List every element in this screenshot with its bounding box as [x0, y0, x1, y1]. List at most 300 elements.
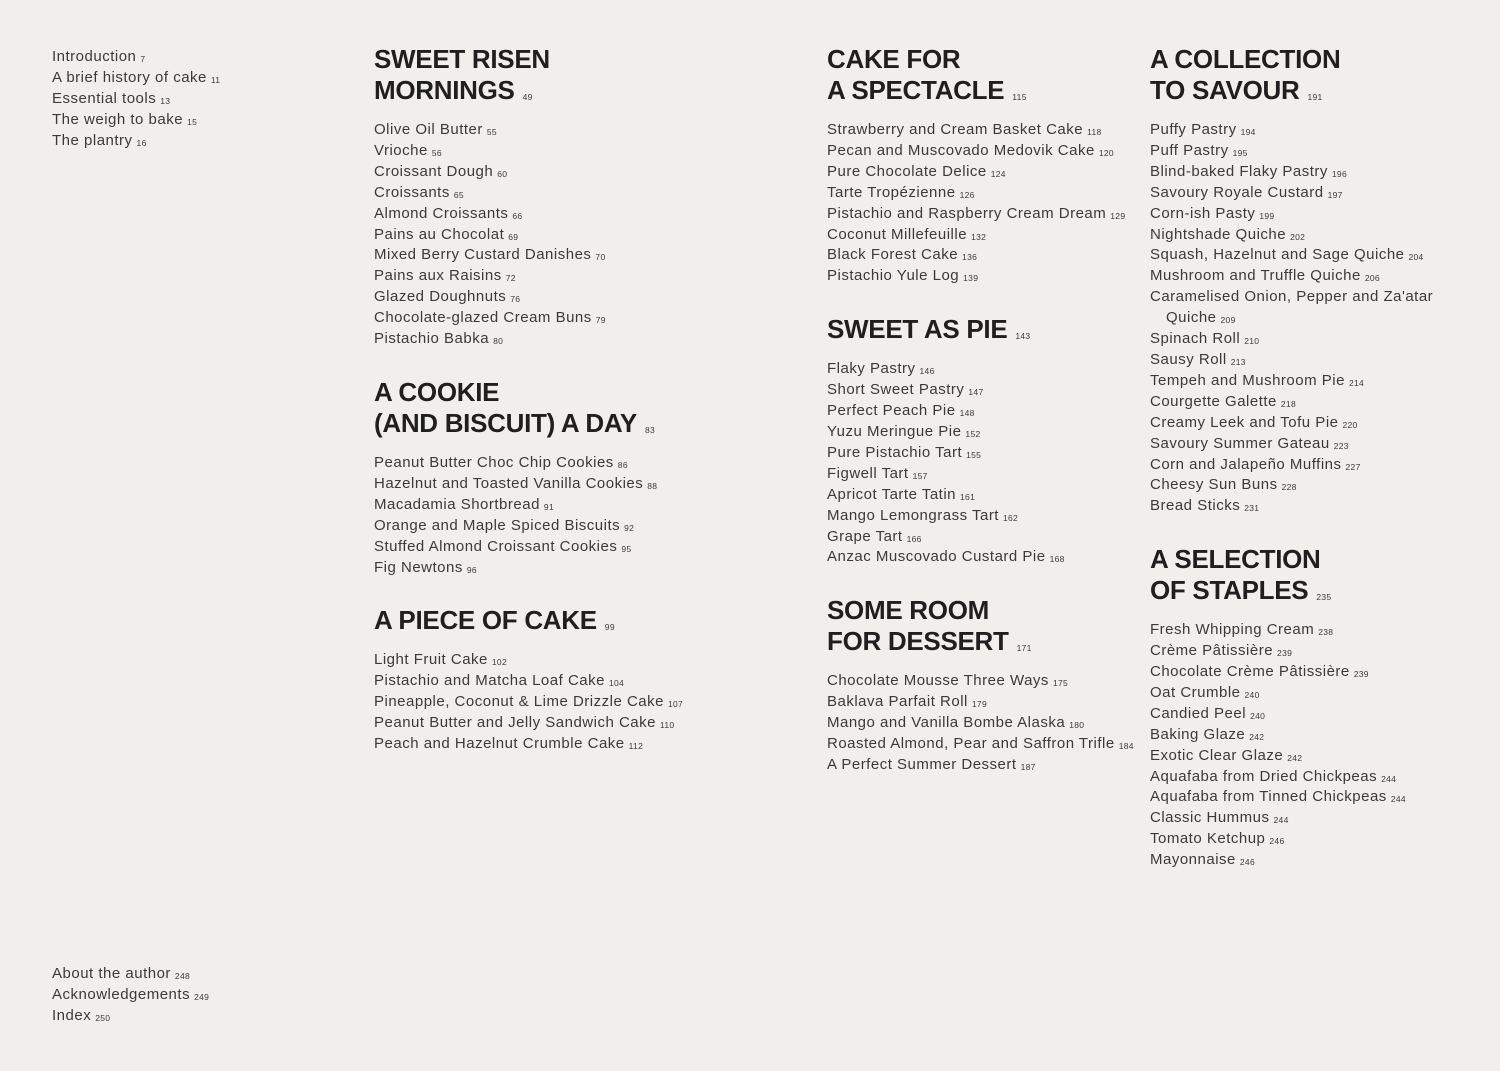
toc-entry-page: 244 [1273, 815, 1289, 826]
toc-entry-title: Strawberry and Cream Basket Cake [827, 121, 1084, 138]
toc-entry[interactable] [1150, 684, 1480, 705]
toc-entry-page: 102 [491, 657, 507, 668]
toc-entry[interactable] [374, 288, 794, 309]
toc-entry-title: Chocolate-glazed Cream Buns [374, 309, 592, 327]
toc-entry-title: Hazelnut and Toasted Vanilla Cookies [374, 474, 644, 492]
toc-entry-page: 7 [140, 54, 146, 64]
toc-entry[interactable] [1150, 372, 1480, 393]
toc-entry-title: Light Fruit Cake [374, 651, 488, 669]
toc-entry[interactable] [52, 986, 209, 1007]
toc-entry-title: Essential tools [52, 89, 157, 107]
toc-entry-title: Squash, Hazelnut and Sage Quiche [1150, 246, 1405, 264]
toc-entry-title: Anzac Muscovado Custard Pie [827, 548, 1046, 566]
toc-entry-page: 246 [1239, 857, 1255, 868]
toc-entry[interactable] [1150, 809, 1480, 830]
toc-entry[interactable] [52, 132, 220, 153]
toc-entry[interactable] [1150, 497, 1480, 518]
toc-entry-title: Chocolate Mousse Three Ways [827, 672, 1049, 690]
toc-entry-title: Grape Tart [827, 527, 903, 545]
toc-entry-title: A brief history of cake [52, 68, 207, 86]
toc-entry-page: 124 [990, 168, 1006, 179]
toc-entry[interactable] [52, 111, 220, 132]
toc-section [827, 44, 1127, 288]
section-heading-line [1150, 544, 1480, 575]
toc-entry-page: 240 [1250, 710, 1266, 721]
toc-entry-page: 240 [1244, 689, 1260, 700]
toc-entry-page: 155 [966, 449, 982, 460]
toc-entry[interactable] [827, 267, 1127, 288]
toc-entry-page: 250 [95, 1012, 111, 1023]
toc-entry-page: 146 [919, 366, 935, 377]
toc-entry-page: 199 [1259, 210, 1275, 221]
section-heading-text: SWEET RISEN [374, 44, 550, 74]
toc-entry[interactable] [1150, 163, 1480, 184]
toc-entry-page: 238 [1318, 627, 1334, 638]
toc-entry[interactable] [374, 121, 794, 142]
toc-entry[interactable] [827, 423, 1127, 444]
toc-entry[interactable] [1150, 351, 1480, 372]
toc-entry-title: Candied Peel [1150, 704, 1247, 722]
section-heading[interactable] [374, 377, 794, 446]
toc-entry-title: Short Sweet Pastry [827, 381, 965, 399]
toc-entry-title: Peach and Hazelnut Crumble Cake [374, 735, 625, 753]
toc-entry-title: Yuzu Meringue Pie [827, 422, 962, 440]
toc-entry[interactable] [374, 454, 794, 475]
toc-entry-page: 231 [1244, 503, 1260, 514]
toc-entry[interactable] [827, 735, 1134, 756]
toc-entry-page: 220 [1342, 419, 1358, 430]
toc-entry[interactable] [827, 163, 1127, 184]
toc-entry-title: Sausy Roll [1150, 350, 1227, 368]
toc-entry-title: Pineapple, Coconut & Lime Drizzle Cake [374, 693, 664, 711]
section-entries [374, 121, 794, 351]
toc-entry[interactable] [374, 672, 794, 693]
toc-entry-title: Pistachio Yule Log [827, 267, 960, 285]
toc-entry-title: Nightshade Quiche [1150, 225, 1287, 243]
toc-entry-title: Black Forest Cake [827, 246, 959, 264]
section-heading-text: CAKE FOR [827, 44, 961, 74]
section-heading-line [827, 75, 1127, 113]
section-heading[interactable] [827, 314, 1127, 352]
front-matter-list [52, 48, 220, 153]
toc-entry[interactable] [827, 693, 1127, 714]
toc-entry-title: Apricot Tarte Tatin [827, 485, 957, 503]
toc-entry-page: 223 [1333, 440, 1349, 451]
section-heading-line [374, 75, 794, 113]
toc-entry[interactable] [827, 121, 1127, 142]
toc-entry-page: 70 [595, 252, 606, 263]
section-heading[interactable] [1150, 544, 1480, 613]
toc-entry[interactable] [1150, 414, 1480, 435]
toc-entry[interactable] [1150, 205, 1480, 226]
toc-entry-page: 96 [466, 564, 477, 575]
toc-entry[interactable] [827, 246, 1127, 267]
toc-entry-page: 162 [1002, 512, 1019, 523]
toc-entry-page: 210 [1244, 336, 1260, 347]
toc-entry-page: 161 [960, 491, 976, 502]
section-heading-line [1150, 575, 1480, 613]
section-entries [827, 360, 1127, 569]
toc-entry-title: Spinach Roll [1150, 330, 1241, 348]
toc-entry[interactable] [374, 330, 794, 351]
section-heading-text: SWEET AS PIE [827, 314, 1008, 345]
toc-entry[interactable] [374, 205, 794, 226]
toc-entry[interactable] [374, 267, 794, 288]
toc-entry-title: Index [52, 1006, 92, 1024]
section-heading[interactable] [827, 595, 1127, 664]
toc-entry[interactable] [374, 142, 794, 163]
toc-entry[interactable] [374, 559, 794, 580]
toc-entry-title: Olive Oil Butter [374, 121, 483, 138]
toc-entry[interactable] [1150, 705, 1480, 726]
toc-entry-page: 248 [174, 971, 191, 981]
toc-entry-page: 112 [628, 741, 644, 752]
section-entries [374, 454, 794, 579]
toc-entry[interactable] [374, 496, 794, 517]
section-heading-text: A PIECE OF CAKE [374, 605, 597, 636]
toc-entry-title: Pure Chocolate Delice [827, 162, 987, 180]
section-heading[interactable] [827, 44, 1127, 113]
toc-entry[interactable] [52, 48, 220, 69]
toc-entry-title: Mushroom and Truffle Quiche [1150, 267, 1361, 285]
section-heading[interactable] [374, 44, 794, 113]
toc-entry-title: Pure Pistachio Tart [827, 443, 963, 461]
toc-entry[interactable] [827, 714, 1127, 735]
toc-entry[interactable] [827, 381, 1127, 402]
toc-entry-title: Chocolate Crème Pâtissière [1150, 663, 1350, 681]
toc-entry-page: 104 [608, 678, 625, 689]
back-matter-list [52, 965, 209, 1028]
toc-entry-page: 72 [505, 273, 516, 284]
toc-entry-page: 204 [1408, 252, 1424, 263]
toc-entry-title: Cheesy Sun Buns [1150, 476, 1278, 494]
toc-entry[interactable] [1150, 663, 1480, 684]
toc-entry[interactable] [1150, 142, 1480, 163]
toc-entry[interactable] [52, 69, 220, 90]
toc-entry-title: Baking Glaze [1150, 725, 1246, 743]
toc-entry[interactable] [827, 205, 1127, 226]
toc-entry-title: Tempeh and Mushroom Pie [1150, 371, 1345, 389]
toc-entry[interactable] [52, 965, 209, 986]
toc-entry-title: Figwell Tart [827, 464, 909, 482]
toc-entry-page: 168 [1049, 554, 1065, 565]
toc-entry[interactable] [374, 163, 794, 184]
toc-entry-page: 136 [962, 252, 978, 263]
toc-section [374, 605, 794, 756]
toc-entry-page: 242 [1287, 752, 1303, 763]
toc-entry[interactable] [1150, 226, 1480, 247]
section-heading-text: MORNINGS [374, 75, 515, 105]
toc-entry-page: 213 [1230, 356, 1246, 367]
toc-entry[interactable] [1150, 726, 1480, 747]
toc-entry[interactable] [52, 90, 220, 111]
toc-entry[interactable] [374, 226, 794, 247]
toc-entry-title: Savoury Royale Custard [1150, 183, 1324, 201]
toc-entry-title: Bread Sticks [1150, 497, 1241, 515]
toc-entry[interactable] [1150, 747, 1480, 768]
toc-entry[interactable] [827, 756, 1127, 777]
toc-entry[interactable] [374, 735, 794, 756]
section-heading-text: TO SAVOUR [1150, 75, 1300, 105]
toc-entry-title: Mango and Vanilla Bombe Alaska [827, 714, 1066, 732]
toc-entry-page: 214 [1348, 377, 1365, 388]
toc-entry-page: 175 [1052, 678, 1069, 689]
toc-column-2 [827, 44, 1134, 803]
toc-entry[interactable] [52, 1007, 209, 1028]
toc-entry-title: Flaky Pastry [827, 360, 916, 378]
toc-entry-title: Peanut Butter Choc Chip Cookies [374, 453, 614, 471]
toc-entry-page: 126 [959, 189, 975, 200]
toc-entry[interactable] [827, 548, 1127, 569]
toc-entry[interactable] [1150, 267, 1480, 288]
toc-entry-title: Pistachio and Matcha Loaf Cake [374, 672, 605, 690]
toc-entry-page: 180 [1069, 720, 1085, 731]
toc-entry-title: Almond Croissants [374, 204, 509, 222]
section-heading[interactable] [1150, 44, 1480, 113]
toc-entry-title: Glazed Doughnuts [374, 288, 507, 306]
section-heading-text: A SELECTION [1150, 544, 1321, 575]
toc-entry-page: 66 [512, 210, 523, 221]
toc-entry[interactable] [1150, 851, 1480, 872]
toc-entry-page: 80 [493, 336, 504, 347]
toc-entry-page: 88 [647, 480, 658, 491]
section-heading-text: (AND BISCUIT) A DAY [374, 407, 637, 438]
toc-entry[interactable] [374, 517, 794, 538]
toc-entry-title: Mayonnaise [1150, 851, 1236, 869]
toc-entry-title: Pistachio and Raspberry Cream Dream [827, 204, 1107, 222]
toc-entry-title: Caramelised Onion, Pepper and Za'atar [1150, 288, 1434, 306]
toc-entry[interactable] [1150, 393, 1480, 414]
toc-entry-page: 209 [1220, 315, 1236, 326]
toc-entry[interactable] [374, 246, 794, 267]
toc-entry-page: 166 [906, 533, 922, 544]
toc-entry[interactable] [1150, 456, 1480, 477]
toc-entry-page: 76 [510, 294, 521, 305]
toc-entry-title: Tarte Tropézienne [827, 183, 956, 201]
section-entries [827, 672, 1134, 777]
section-entries [827, 121, 1127, 288]
toc-entry-title: Orange and Maple Spiced Biscuits [374, 516, 621, 534]
toc-entry[interactable] [1150, 435, 1480, 456]
section-page: 171 [1016, 643, 1032, 654]
toc-entry[interactable] [374, 309, 794, 330]
section-heading-line [374, 605, 794, 643]
toc-section [374, 377, 794, 579]
toc-entry-page: 118 [1087, 127, 1102, 137]
toc-entry-title: Fresh Whipping Cream [1150, 621, 1315, 639]
toc-entry[interactable] [827, 142, 1127, 163]
toc-section [827, 314, 1127, 569]
toc-entry-page: 148 [959, 408, 975, 419]
toc-entry-title: Blind-baked Flaky Pastry [1150, 162, 1328, 180]
toc-entry[interactable] [1150, 246, 1480, 267]
section-page: 235 [1316, 592, 1332, 603]
toc-entry[interactable] [827, 486, 1127, 507]
toc-entry-title: The weigh to bake [52, 110, 184, 128]
toc-entry[interactable] [1150, 184, 1480, 205]
toc-entry-title: A Perfect Summer Dessert [827, 755, 1017, 773]
toc-entry[interactable] [827, 184, 1127, 205]
toc-entry-page: 95 [621, 543, 632, 554]
toc-entry-page: 92 [624, 522, 635, 533]
section-heading-text: SOME ROOM [827, 595, 989, 626]
section-heading-line [374, 44, 794, 75]
section-heading-text: A SPECTACLE [827, 75, 1005, 105]
toc-entry-page: 13 [160, 95, 171, 106]
section-heading-line [827, 626, 1127, 664]
toc-entry-page: 239 [1353, 669, 1369, 680]
toc-entry[interactable] [1150, 830, 1480, 851]
toc-entry[interactable] [827, 444, 1127, 465]
toc-entry-title: Crème Pâtissière [1150, 642, 1274, 660]
section-page: 49 [522, 92, 533, 102]
section-heading-line [1150, 75, 1480, 113]
toc-entry-page: 228 [1281, 482, 1297, 493]
toc-entry-page: 184 [1118, 741, 1134, 752]
toc-entry-title: Puff Pastry [1150, 141, 1229, 159]
toc-entry-page: 246 [1269, 836, 1285, 847]
toc-entry-title: Acknowledgements [52, 985, 191, 1003]
toc-section [1150, 44, 1480, 518]
section-entries [1150, 621, 1480, 872]
toc-entry-title: Perfect Peach Pie [827, 402, 956, 420]
section-entries [1150, 121, 1480, 518]
toc-entry[interactable] [827, 528, 1127, 549]
toc-entry-title: Courgette Galette [1150, 392, 1277, 410]
toc-entry[interactable] [374, 184, 794, 205]
toc-entry-page: 196 [1331, 168, 1347, 179]
toc-entry-page: 132 [971, 231, 987, 242]
toc-entry-title: Baklava Parfait Roll [827, 693, 968, 711]
toc-entry[interactable] [1150, 288, 1480, 309]
toc-entry-page: 206 [1364, 273, 1380, 284]
toc-entry[interactable] [1150, 121, 1480, 142]
toc-entry-page: 187 [1020, 761, 1036, 772]
toc-entry-title: Oat Crumble [1150, 683, 1241, 701]
section-heading-line [827, 314, 1127, 352]
toc-entry-title: Croissants [374, 183, 450, 201]
toc-entry-page: 179 [971, 699, 987, 710]
section-heading-text: OF STAPLES [1150, 575, 1309, 606]
toc-entry-title: Tomato Ketchup [1150, 830, 1266, 848]
toc-entry-page: 139 [963, 273, 979, 284]
toc-entry-title: Macadamia Shortbread [374, 495, 540, 513]
toc-entry-title: Quiche [1166, 309, 1217, 327]
toc-section [374, 44, 794, 351]
toc-entry-title: Mixed Berry Custard Danishes [374, 246, 592, 264]
toc-entry-page: 65 [453, 189, 464, 200]
toc-entry[interactable] [827, 226, 1127, 247]
toc-entry-title: About the author [52, 965, 171, 982]
toc-entry-title: Aquafaba from Dried Chickpeas [1150, 767, 1378, 785]
toc-entry-page: 244 [1381, 773, 1397, 784]
toc-entry-title: Puffy Pastry [1150, 121, 1237, 138]
toc-entry-page: 15 [187, 116, 198, 127]
toc-entry-title: Pains au Chocolat [374, 225, 505, 243]
toc-entry-title: Aquafaba from Tinned Chickpeas [1150, 788, 1387, 806]
toc-entry-page: 11 [210, 74, 221, 85]
toc-entry-page: 227 [1345, 461, 1361, 472]
toc-entry-page: 239 [1277, 648, 1293, 659]
toc-entry[interactable] [827, 465, 1127, 486]
toc-entry-page: 129 [1110, 210, 1126, 221]
toc-entry-page: 91 [543, 501, 554, 512]
toc-entry[interactable] [827, 672, 1127, 693]
toc-entry[interactable] [374, 538, 794, 559]
toc-entry[interactable] [374, 714, 794, 735]
toc-entry-title: Mango Lemongrass Tart [827, 506, 999, 524]
toc-entry-page: 110 [660, 720, 675, 731]
toc-entry-title: Peanut Butter and Jelly Sandwich Cake [374, 714, 656, 732]
toc-entry[interactable] [1150, 788, 1480, 809]
toc-entry-page: 86 [617, 459, 628, 470]
toc-entry-title: Croissant Dough [374, 162, 494, 180]
toc-entry-title: Pistachio Babka [374, 330, 490, 348]
section-heading[interactable] [374, 605, 794, 643]
toc-entry-title: Fig Newtons [374, 558, 463, 576]
section-heading-text: A COLLECTION [1150, 44, 1341, 74]
toc-entry[interactable] [1150, 621, 1480, 642]
toc-entry[interactable] [827, 402, 1127, 423]
toc-entry-title: Exotic Clear Glaze [1150, 746, 1284, 764]
toc-entry-page: 202 [1290, 231, 1306, 242]
toc-entry[interactable] [1150, 476, 1480, 497]
section-page: 143 [1015, 331, 1031, 342]
toc-entry-page: 107 [667, 699, 684, 710]
toc-entry[interactable] [827, 360, 1127, 381]
toc-entry[interactable] [374, 651, 794, 672]
toc-entry-title: Pains aux Raisins [374, 267, 502, 285]
toc-entry-page: 147 [968, 387, 984, 398]
toc-entry-page: 16 [136, 137, 147, 148]
toc-entry[interactable] [1150, 330, 1480, 351]
toc-entry[interactable] [1150, 642, 1480, 663]
toc-entry-page: 69 [508, 231, 519, 242]
toc-entry-title: Savoury Summer Gateau [1150, 434, 1330, 452]
toc-entry[interactable] [1150, 309, 1480, 330]
toc-entry-title: Corn-ish Pasty [1150, 204, 1256, 222]
toc-entry[interactable] [1150, 768, 1480, 789]
toc-entry-page: 195 [1232, 147, 1248, 158]
toc-entry-page: 242 [1249, 731, 1265, 742]
toc-entry-title: Introduction [52, 48, 137, 65]
toc-entry[interactable] [827, 507, 1127, 528]
toc-entry-page: 152 [965, 428, 981, 439]
toc-entry-title: Creamy Leek and Tofu Pie [1150, 413, 1339, 431]
toc-entry-page: 79 [595, 315, 606, 326]
toc-entry-title: Classic Hummus [1150, 809, 1270, 827]
toc-entry-page: 244 [1390, 794, 1406, 805]
toc-entry-page: 194 [1240, 127, 1256, 137]
toc-entry-page: 120 [1098, 147, 1114, 158]
toc-column-3 [1150, 44, 1480, 898]
toc-entry-title: Roasted Almond, Pear and Saffron Trifle [827, 735, 1115, 753]
toc-column-1 [374, 44, 794, 782]
toc-entry[interactable] [374, 693, 794, 714]
toc-entry-title: Stuffed Almond Croissant Cookies [374, 537, 618, 555]
toc-entry[interactable] [374, 475, 794, 496]
toc-entry-title: The plantry [52, 131, 133, 149]
section-heading-line [374, 377, 794, 408]
toc-entry-page: 157 [912, 470, 928, 481]
section-entries [374, 651, 794, 756]
toc-entry-page: 218 [1280, 398, 1296, 409]
section-page: 99 [604, 622, 615, 633]
toc-entry-title: Pecan and Muscovado Medovik Cake [827, 141, 1095, 159]
toc-entry-title: Corn and Jalapeño Muffins [1150, 455, 1342, 473]
section-page: 83 [644, 424, 656, 435]
section-heading-line [374, 408, 794, 446]
